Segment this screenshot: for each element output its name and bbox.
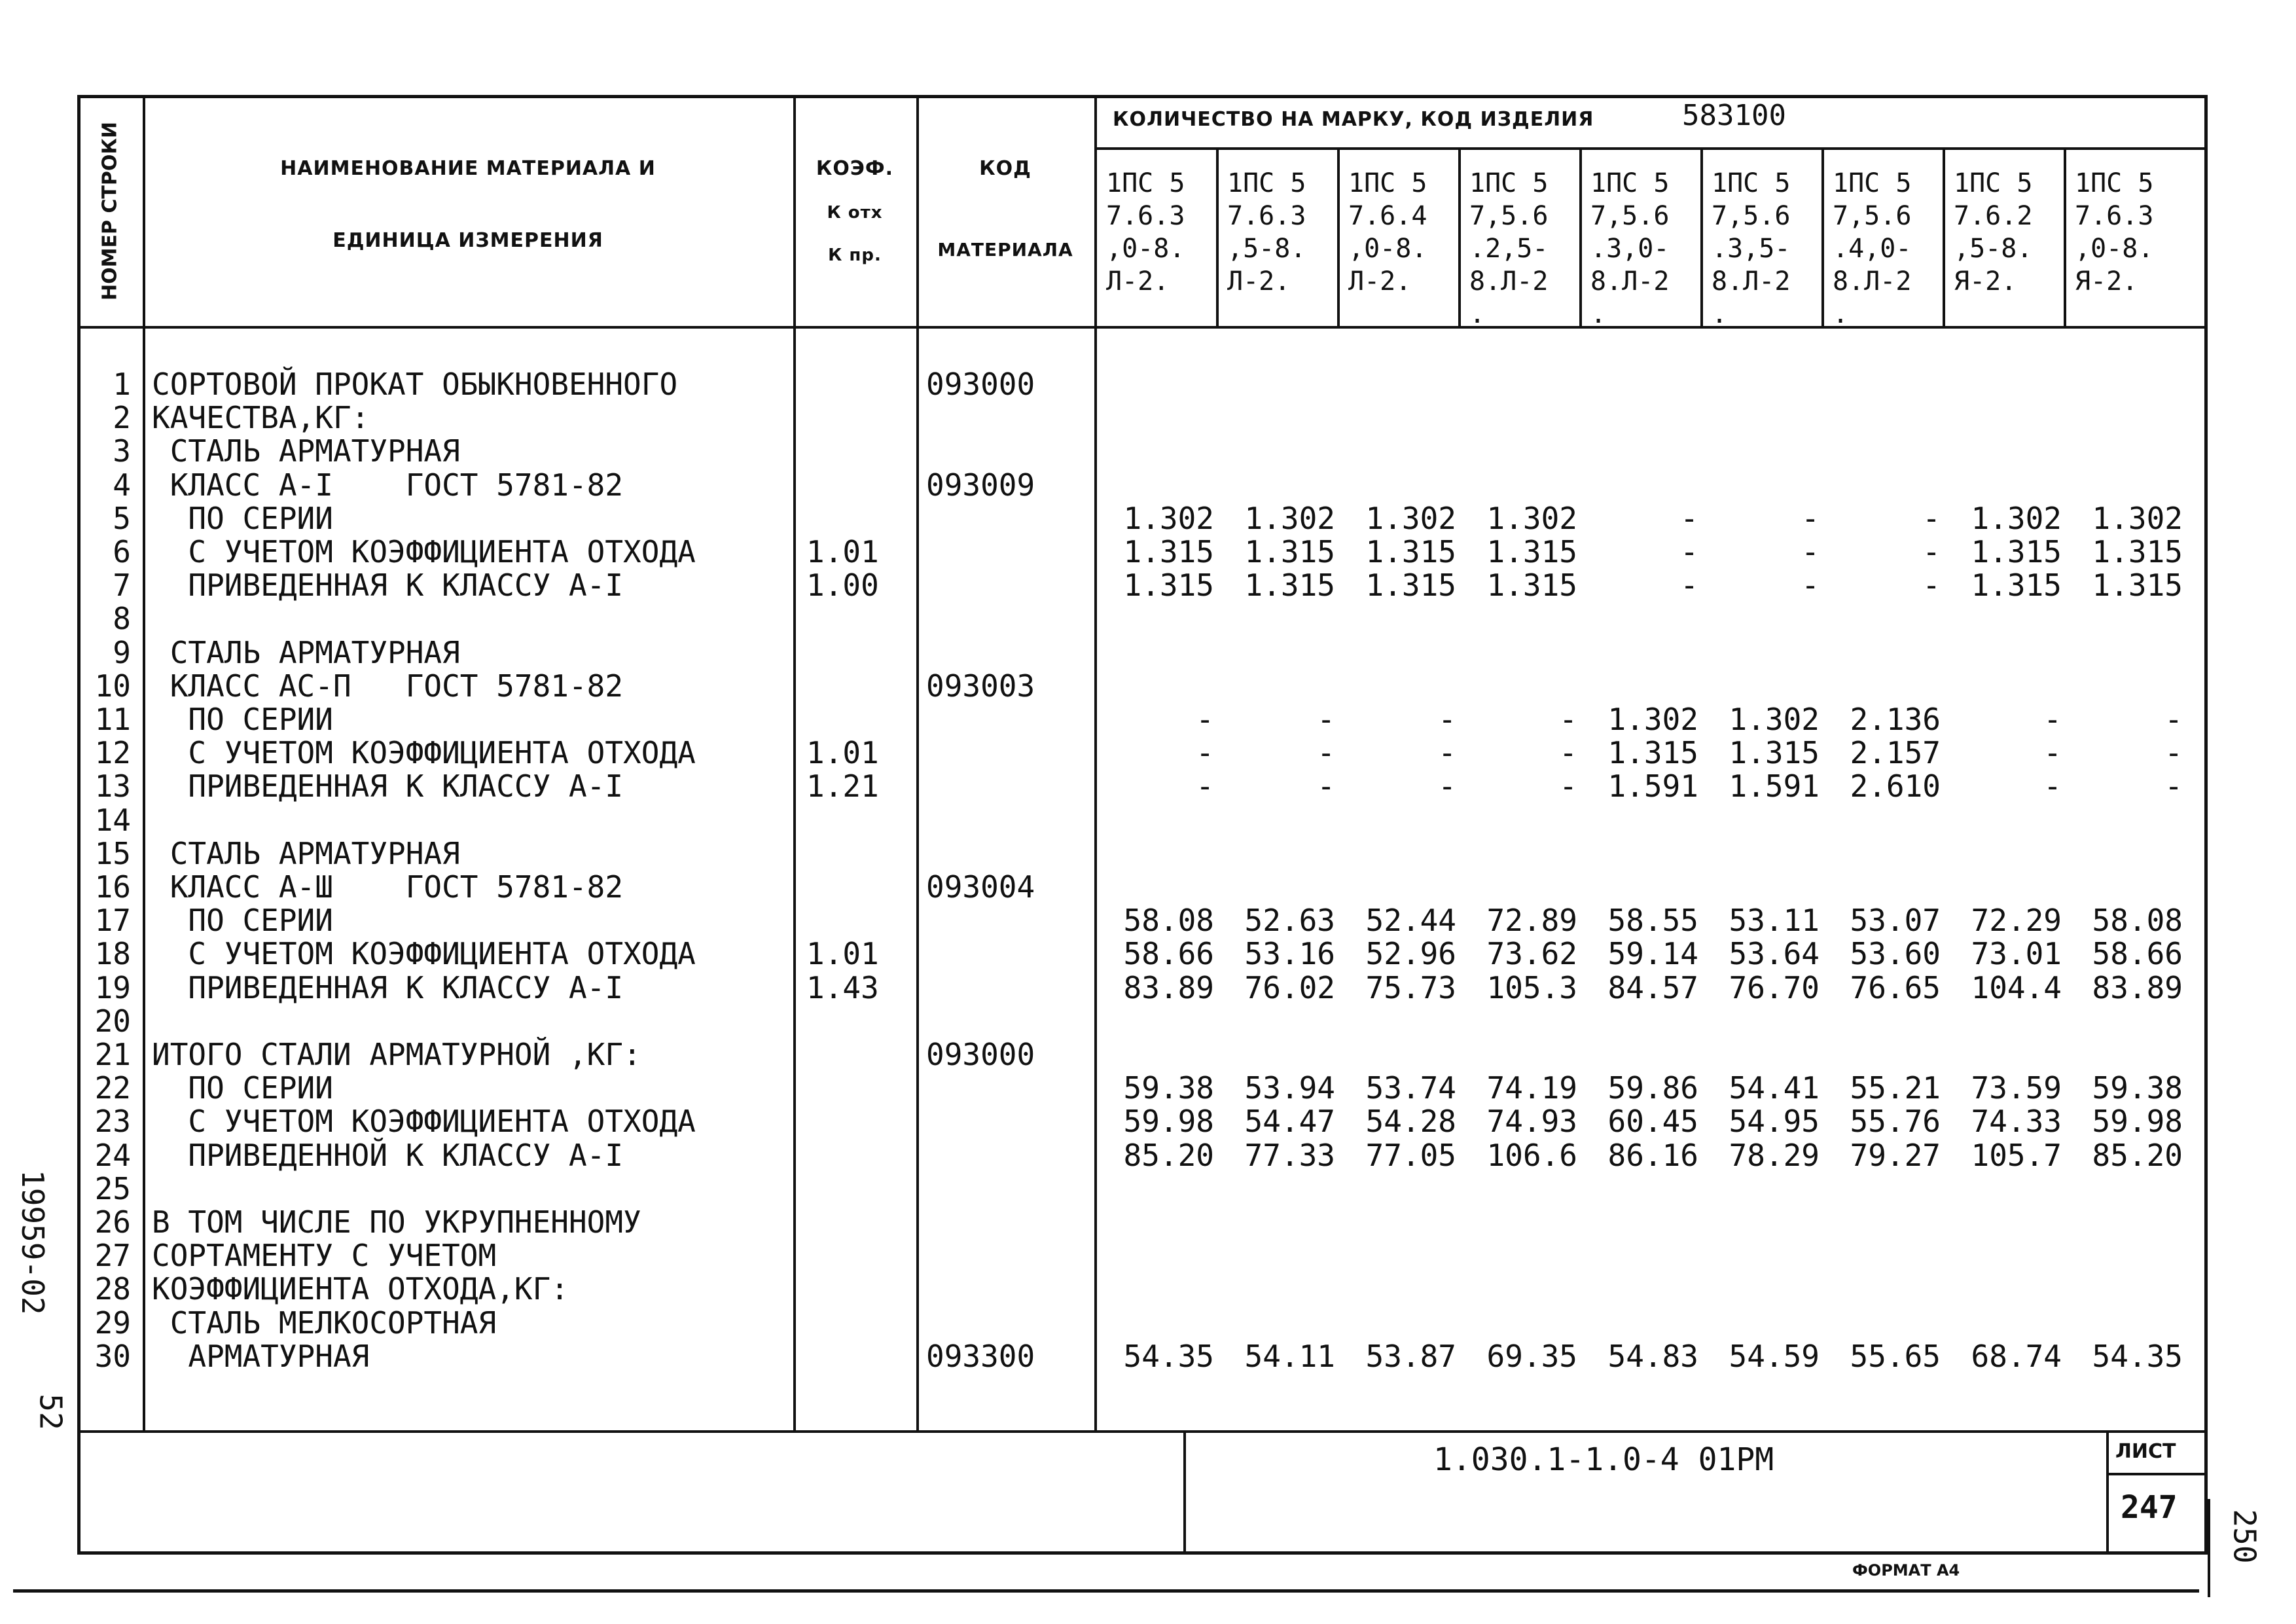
row-value: 59.38 — [2092, 1070, 2183, 1106]
sheet-number: 247 — [2121, 1489, 2178, 1526]
row-value: 1.315 — [1123, 568, 1214, 604]
row-value: 55.65 — [1850, 1338, 1941, 1374]
row-value: 1.302 — [1971, 500, 2062, 536]
row-value: 1.315 — [2092, 534, 2183, 569]
row-value: 84.57 — [1607, 969, 1698, 1005]
code-header-line1: КОД — [979, 157, 1031, 180]
mark-header: 1ПС 5 7,5.6 .4,0- 8.Л-2 . — [1833, 168, 1912, 329]
row-name: ПО СЕРИИ — [152, 702, 333, 737]
row-value: 68.74 — [1971, 1338, 2062, 1374]
footer-sheet-divider — [2106, 1473, 2208, 1475]
row-value: 54.11 — [1244, 1338, 1335, 1374]
row-coef: 1.21 — [806, 768, 879, 804]
footer-divider — [1183, 1430, 1186, 1555]
row-value: 77.05 — [1365, 1137, 1456, 1173]
row-value: 79.27 — [1850, 1137, 1941, 1173]
coef-header-line1: КОЭФ. — [816, 157, 894, 180]
row-value: 1.315 — [1971, 534, 2062, 569]
row-value: 1.302 — [1123, 500, 1214, 536]
row-name: СТАЛЬ АРМАТУРНАЯ — [152, 433, 460, 469]
row-value: 69.35 — [1486, 1338, 1577, 1374]
row-number: 13 — [94, 768, 131, 804]
row-value: - — [1922, 568, 1941, 604]
row-number: 23 — [94, 1104, 131, 1140]
row-value: 105.7 — [1971, 1137, 2062, 1173]
row-value: 1.315 — [2092, 568, 2183, 604]
row-number: 30 — [94, 1338, 131, 1374]
row-value: 55.21 — [1850, 1070, 1941, 1106]
row-number: 1 — [113, 367, 131, 402]
row-value: 83.89 — [2092, 969, 2183, 1005]
row-value: 52.44 — [1365, 903, 1456, 939]
row-value: 54.47 — [1244, 1104, 1335, 1140]
coef-header-line2: К отх — [827, 203, 883, 223]
quantity-header: КОЛИЧЕСТВО НА МАРКУ, КОД ИЗДЕЛИЯ — [1113, 108, 1594, 131]
row-value: 59.98 — [2092, 1104, 2183, 1140]
row-name: В ТОМ ЧИСЛЕ ПО УКРУПНЕННОМУ — [152, 1204, 641, 1240]
row-value: - — [1438, 702, 1456, 737]
row-number: 14 — [94, 802, 131, 838]
row-value: 53.87 — [1365, 1338, 1456, 1374]
mark-header: 1ПС 5 7,5.6 .2,5- 8.Л-2 . — [1469, 168, 1549, 329]
row-value: - — [2164, 702, 2183, 737]
left-number: 52 — [33, 1394, 69, 1430]
row-value: 59.98 — [1123, 1104, 1214, 1140]
row-code: 093003 — [926, 668, 1035, 704]
row-value: 1.315 — [1365, 534, 1456, 569]
mark-header: 1ПС 5 7.6.2 ,5-8. Я-2. — [1954, 168, 2033, 297]
row-code: 093000 — [926, 1037, 1035, 1072]
row-value: 73.01 — [1971, 936, 2062, 972]
row-value: 1.302 — [1244, 500, 1335, 536]
row-value: 52.63 — [1244, 903, 1335, 939]
row-number: 19 — [94, 969, 131, 1005]
row-number: 22 — [94, 1070, 131, 1106]
row-value: 75.73 — [1365, 969, 1456, 1005]
row-name: С УЧЕТОМ КОЭФФИЦИЕНТА ОТХОДА — [152, 1104, 696, 1140]
row-value: 1.302 — [1729, 702, 1820, 737]
row-value: 76.70 — [1729, 969, 1820, 1005]
row-name: ПРИВЕДЕННАЯ К КЛАССУ А-I — [152, 768, 624, 804]
row-value: 54.83 — [1607, 1338, 1698, 1374]
row-value: - — [1680, 500, 1698, 536]
row-name: КЛАСС АС-П ГОСТ 5781-82 — [152, 668, 624, 704]
row-number: 12 — [94, 735, 131, 771]
row-code: 093300 — [926, 1338, 1035, 1374]
row-value: - — [1680, 534, 1698, 569]
row-number: 10 — [94, 668, 131, 704]
side-divider — [2208, 1499, 2210, 1597]
row-value: - — [1559, 735, 1577, 771]
row-number: 20 — [94, 1003, 131, 1039]
row-name: ПО СЕРИИ — [152, 500, 333, 536]
mark-divider — [1821, 147, 1824, 327]
row-name: ПРИВЕДЕННОЙ К КЛАССУ А-I — [152, 1137, 624, 1173]
row-value: 53.74 — [1365, 1070, 1456, 1106]
row-value: 77.33 — [1244, 1137, 1335, 1173]
row-value: 60.45 — [1607, 1104, 1698, 1140]
mark-divider — [2064, 147, 2066, 327]
row-value: 83.89 — [1123, 969, 1214, 1005]
row-value: - — [1196, 768, 1214, 804]
name-header-line1: НАИМЕНОВАНИЕ МАТЕРИАЛА И — [280, 157, 656, 180]
row-value: 54.28 — [1365, 1104, 1456, 1140]
row-number: 6 — [113, 534, 131, 569]
row-value: - — [1196, 702, 1214, 737]
row-number: 9 — [113, 634, 131, 670]
row-value: 85.20 — [1123, 1137, 1214, 1173]
row-name: СТАЛЬ АРМАТУРНАЯ — [152, 835, 460, 871]
row-value: 72.29 — [1971, 903, 2062, 939]
row-name: ПО СЕРИИ — [152, 1070, 333, 1106]
row-value: - — [2043, 735, 2062, 771]
row-value: 1.315 — [1971, 568, 2062, 604]
row-value: - — [1559, 768, 1577, 804]
row-number: 2 — [113, 400, 131, 436]
col-divider-code — [1094, 95, 1097, 1430]
row-number: 29 — [94, 1305, 131, 1341]
row-value: 54.59 — [1729, 1338, 1820, 1374]
row-name: С УЧЕТОМ КОЭФФИЦИЕНТА ОТХОДА — [152, 936, 696, 972]
mark-header: 1ПС 5 7.6.4 ,0-8. Л-2. — [1348, 168, 1427, 297]
row-name: СТАЛЬ МЕЛКОСОРТНАЯ — [152, 1305, 497, 1341]
mark-divider — [1943, 147, 1945, 327]
row-value: 73.59 — [1971, 1070, 2062, 1106]
row-value: 1.315 — [1244, 568, 1335, 604]
row-name: ПО СЕРИИ — [152, 903, 333, 939]
format-label: ФОРМАТ А4 — [1852, 1561, 1960, 1579]
row-value: 59.14 — [1607, 936, 1698, 972]
row-value: - — [1438, 735, 1456, 771]
row-coef: 1.00 — [806, 568, 879, 604]
row-value: 53.94 — [1244, 1070, 1335, 1106]
row-value: 1.315 — [1365, 568, 1456, 604]
row-value: 54.95 — [1729, 1104, 1820, 1140]
mark-header: 1ПС 5 7,5.6 .3,0- 8.Л-2 . — [1590, 168, 1670, 329]
row-value: 76.65 — [1850, 969, 1941, 1005]
row-number: 11 — [94, 702, 131, 737]
row-name: КЛАСС А-I ГОСТ 5781-82 — [152, 467, 624, 503]
col-divider-rownum — [143, 95, 145, 1430]
row-name: АРМАТУРНАЯ — [152, 1338, 370, 1374]
row-value: 86.16 — [1607, 1137, 1698, 1173]
row-number: 3 — [113, 433, 131, 469]
row-coef: 1.01 — [806, 936, 879, 972]
row-value: - — [1559, 702, 1577, 737]
row-value: 54.35 — [1123, 1338, 1214, 1374]
row-value: - — [2164, 735, 2183, 771]
row-value: 105.3 — [1486, 969, 1577, 1005]
name-header-line2: ЕДИНИЦА ИЗМЕРЕНИЯ — [332, 229, 603, 252]
row-name: ПРИВЕДЕННАЯ К КЛАССУ А-I — [152, 969, 624, 1005]
row-value: 53.60 — [1850, 936, 1941, 972]
row-value: - — [1680, 568, 1698, 604]
row-value: 1.591 — [1607, 768, 1698, 804]
row-value: 54.35 — [2092, 1338, 2183, 1374]
row-number: 21 — [94, 1037, 131, 1072]
row-value: 58.66 — [2092, 936, 2183, 972]
row-number: 5 — [113, 500, 131, 536]
row-value: 1.315 — [1486, 568, 1577, 604]
row-name: КОЭФФИЦИЕНТА ОТХОДА,КГ: — [152, 1271, 569, 1307]
row-value: - — [1438, 768, 1456, 804]
row-value: 58.08 — [1123, 903, 1214, 939]
row-value: 1.302 — [2092, 500, 2183, 536]
row-value: 85.20 — [2092, 1137, 2183, 1173]
row-value: - — [2043, 768, 2062, 804]
row-value: 59.86 — [1607, 1070, 1698, 1106]
mark-header: 1ПС 5 7,5.6 .3,5- 8.Л-2 . — [1712, 168, 1791, 329]
row-value: 1.315 — [1486, 534, 1577, 569]
row-number: 26 — [94, 1204, 131, 1240]
footer-divider-sheet — [2106, 1430, 2109, 1555]
row-value: 54.41 — [1729, 1070, 1820, 1106]
row-value: 53.11 — [1729, 903, 1820, 939]
row-value: 104.4 — [1971, 969, 2062, 1005]
sheet-label: ЛИСТ — [2115, 1440, 2176, 1463]
row-value: - — [1801, 534, 1820, 569]
row-value: 76.02 — [1244, 969, 1335, 1005]
coef-header-line3: К пр. — [828, 245, 882, 265]
mark-header: 1ПС 5 7.6.3 ,5-8. Л-2. — [1227, 168, 1306, 297]
row-value: - — [2043, 702, 2062, 737]
row-coef: 1.43 — [806, 969, 879, 1005]
row-value: 78.29 — [1729, 1137, 1820, 1173]
row-name: СОРТАМЕНТУ С УЧЕТОМ — [152, 1238, 497, 1274]
row-number: 8 — [113, 601, 131, 637]
row-coef: 1.01 — [806, 735, 879, 771]
col-divider-name — [793, 95, 796, 1430]
row-value: 1.315 — [1244, 534, 1335, 569]
row-value: 1.591 — [1729, 768, 1820, 804]
mark-header: 1ПС 5 7.6.3 ,0-8. Л-2. — [1106, 168, 1185, 297]
row-number: 24 — [94, 1137, 131, 1173]
row-value: - — [1196, 735, 1214, 771]
row-number: 18 — [94, 936, 131, 972]
row-value: - — [1801, 500, 1820, 536]
row-number: 27 — [94, 1238, 131, 1274]
row-value: 1.302 — [1607, 702, 1698, 737]
row-value: - — [1801, 568, 1820, 604]
row-value: 1.315 — [1123, 534, 1214, 569]
quantity-header-divider — [1094, 147, 2207, 150]
row-value: 58.08 — [2092, 903, 2183, 939]
row-number-header: НОМЕР СТРОКИ — [98, 122, 122, 300]
product-code: 583100 — [1682, 99, 1786, 132]
mark-divider — [1337, 147, 1340, 327]
side-number: 250 — [2227, 1509, 2263, 1564]
row-value: 52.96 — [1365, 936, 1456, 972]
row-value: - — [1922, 500, 1941, 536]
row-value: 74.33 — [1971, 1104, 2062, 1140]
row-value: - — [1317, 768, 1335, 804]
row-value: 55.76 — [1850, 1104, 1941, 1140]
row-value: 74.93 — [1486, 1104, 1577, 1140]
row-name: СТАЛЬ АРМАТУРНАЯ — [152, 634, 460, 670]
row-name: КЛАСС А-Ш ГОСТ 5781-82 — [152, 869, 624, 905]
row-name: СОРТОВОЙ ПРОКАТ ОБЫКНОВЕННОГО — [152, 367, 678, 402]
mark-header: 1ПС 5 7.6.3 ,0-8. Я-2. — [2075, 168, 2154, 297]
mark-divider — [1579, 147, 1582, 327]
row-code: 093004 — [926, 869, 1035, 905]
mark-divider — [1700, 147, 1703, 327]
row-value: 2.136 — [1850, 702, 1941, 737]
row-value: 53.07 — [1850, 903, 1941, 939]
row-value: - — [1317, 735, 1335, 771]
row-value: - — [2164, 768, 2183, 804]
row-value: 1.302 — [1365, 500, 1456, 536]
document-code: 1.030.1-1.0-4 01РМ — [1433, 1441, 1774, 1478]
row-number: 7 — [113, 568, 131, 604]
row-number: 28 — [94, 1271, 131, 1307]
row-value: 1.315 — [1729, 735, 1820, 771]
row-value: 73.62 — [1486, 936, 1577, 972]
row-number: 16 — [94, 869, 131, 905]
row-value: 2.610 — [1850, 768, 1941, 804]
code-header-line2: МАТЕРИАЛА — [937, 239, 1073, 261]
row-name: ИТОГО СТАЛИ АРМАТУРНОЙ ,КГ: — [152, 1037, 641, 1072]
row-value: 53.64 — [1729, 936, 1820, 972]
row-name: КАЧЕСТВА,КГ: — [152, 400, 370, 436]
row-value: 1.315 — [1607, 735, 1698, 771]
mark-divider — [1216, 147, 1219, 327]
col-divider-coef — [916, 95, 919, 1430]
row-value: - — [1317, 702, 1335, 737]
mark-divider — [1458, 147, 1461, 327]
row-value: 72.89 — [1486, 903, 1577, 939]
row-code: 093009 — [926, 467, 1035, 503]
row-value: 53.16 — [1244, 936, 1335, 972]
row-name: С УЧЕТОМ КОЭФФИЦИЕНТА ОТХОДА — [152, 735, 696, 771]
row-value: 58.66 — [1123, 936, 1214, 972]
row-value: 2.157 — [1850, 735, 1941, 771]
row-number: 17 — [94, 903, 131, 939]
row-name: С УЧЕТОМ КОЭФФИЦИЕНТА ОТХОДА — [152, 534, 696, 569]
row-number: 15 — [94, 835, 131, 871]
row-value: 106.6 — [1486, 1137, 1577, 1173]
left-code: 19959-02 — [15, 1170, 50, 1315]
row-value: - — [1922, 534, 1941, 569]
page-bottom-line — [13, 1589, 2199, 1593]
row-value: 59.38 — [1123, 1070, 1214, 1106]
row-value: 74.19 — [1486, 1070, 1577, 1106]
row-code: 093000 — [926, 367, 1035, 402]
row-name: ПРИВЕДЕННАЯ К КЛАССУ А-I — [152, 568, 624, 604]
row-number: 4 — [113, 467, 131, 503]
row-value: 58.55 — [1607, 903, 1698, 939]
body-bottom-line — [77, 1430, 2208, 1433]
row-value: 1.302 — [1486, 500, 1577, 536]
row-coef: 1.01 — [806, 534, 879, 569]
row-number: 25 — [94, 1170, 131, 1206]
